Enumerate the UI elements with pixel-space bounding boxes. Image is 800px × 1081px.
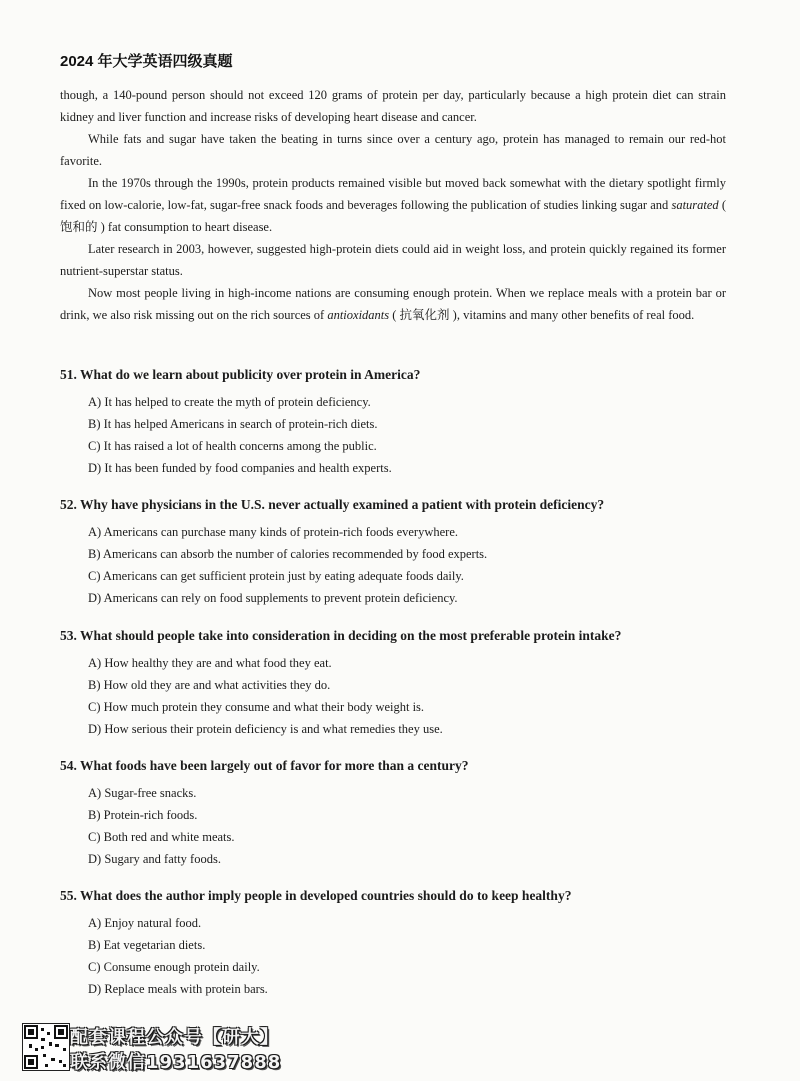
paragraph-text: Now most people living in high-income nations are consuming enough protein. When we replace meals with a protein bar or drink, we also risk missing out on the rich sources of [60,286,726,322]
question-52 [60,497,740,609]
question-55 [60,888,740,1000]
page-header: 2024 年大学英语四级真题 [60,53,233,70]
promo-line-course: 配套课程公众号【研大】 [70,1027,279,1048]
paragraph-text: Later research in 2003, however, suggested high-protein diets could aid in weight loss, and protein quickly regained its former nutrient-superstar status. [60,242,726,278]
option-c[interactable]: C) Americans can get sufficient protein just by eating adequate foods daily. [88,569,464,583]
promo-footer [22,1023,312,1071]
option-b[interactable]: B) Americans can absorb the number of calories recommended by food experts. [88,547,488,561]
passage-paragraph-1 [60,84,726,128]
option-list [60,521,740,609]
option-a[interactable]: A) Americans can purchase many kinds of protein-rich foods everywhere. [88,525,459,539]
promo-line-contact: 联系微信1931637888 [70,1052,282,1073]
question-51 [60,367,740,479]
italic-term: saturated [671,198,719,212]
option-a[interactable]: A) It has helped to create the myth of protein deficiency. [88,395,371,409]
paragraph-text: ( 饱和的 ) fat consumption to heart disease. [60,198,726,234]
question-stem: 51. What do we learn about publicity over protein in America? [60,367,421,382]
question-54 [60,758,740,870]
option-a[interactable]: A) Sugar-free snacks. [88,786,197,800]
option-d[interactable]: D) Americans can rely on food supplements to prevent protein deficiency. [88,591,458,605]
passage-paragraph-5 [60,282,726,326]
option-d[interactable]: D) Sugary and fatty foods. [88,852,221,866]
question-stem: 53. What should people take into consideration in deciding on the most preferable protein intake? [60,628,622,643]
option-d[interactable]: D) Replace meals with protein bars. [88,982,268,996]
paragraph-text: In the 1970s through the 1990s, protein products remained visible but moved back somewhat with the dietary spotlight firmly fixed on low-calorie, low-fat, sugar-free snack foods and beverages following the publication of studies linking sugar and [60,176,726,212]
option-a[interactable]: A) Enjoy natural food. [88,916,202,930]
option-c[interactable]: C) It has raised a lot of health concerns among the public. [88,439,377,453]
paragraph-text: though, a 140-pound person should not exceed 120 grams of protein per day, particularly because a high protein diet can strain kidney and liver function and increase risks of developing heart disease and cancer. [60,88,726,124]
option-c[interactable]: C) How much protein they consume and what their body weight is. [88,700,425,714]
option-b[interactable]: B) Eat vegetarian diets. [88,938,206,952]
question-stem: 54. What foods have been largely out of favor for more than a century? [60,758,469,773]
qr-code-icon [22,1023,70,1071]
passage-paragraph-2 [60,128,726,172]
paragraph-text: ( 抗氧化剂 ), vitamins and many other benefits of real food. [389,308,695,322]
option-c[interactable]: C) Both red and white meats. [88,830,235,844]
passage-paragraph-3 [60,172,726,238]
option-a[interactable]: A) How healthy they are and what food they eat. [88,656,332,670]
option-list [60,391,740,479]
option-list [60,912,740,1000]
option-list [60,782,740,870]
option-d[interactable]: D) It has been funded by food companies and health experts. [88,461,392,475]
option-list [60,652,740,740]
question-53 [60,628,740,740]
paragraph-text: While fats and sugar have taken the beating in turns since over a century ago, protein has managed to remain our red-hot favorite. [60,132,726,168]
passage-paragraph-4 [60,238,726,282]
option-d[interactable]: D) How serious their protein deficiency is and what remedies they use. [88,722,443,736]
option-b[interactable]: B) It has helped Americans in search of protein-rich diets. [88,417,378,431]
italic-term: antioxidants [327,308,390,322]
reading-passage [60,84,726,326]
question-stem: 52. Why have physicians in the U.S. never actually examined a patient with protein deficiency? [60,497,605,512]
option-c[interactable]: C) Consume enough protein daily. [88,960,260,974]
question-stem: 55. What does the author imply people in developed countries should do to keep healthy? [60,888,572,903]
option-b[interactable]: B) Protein-rich foods. [88,808,198,822]
option-b[interactable]: B) How old they are and what activities they do. [88,678,331,692]
